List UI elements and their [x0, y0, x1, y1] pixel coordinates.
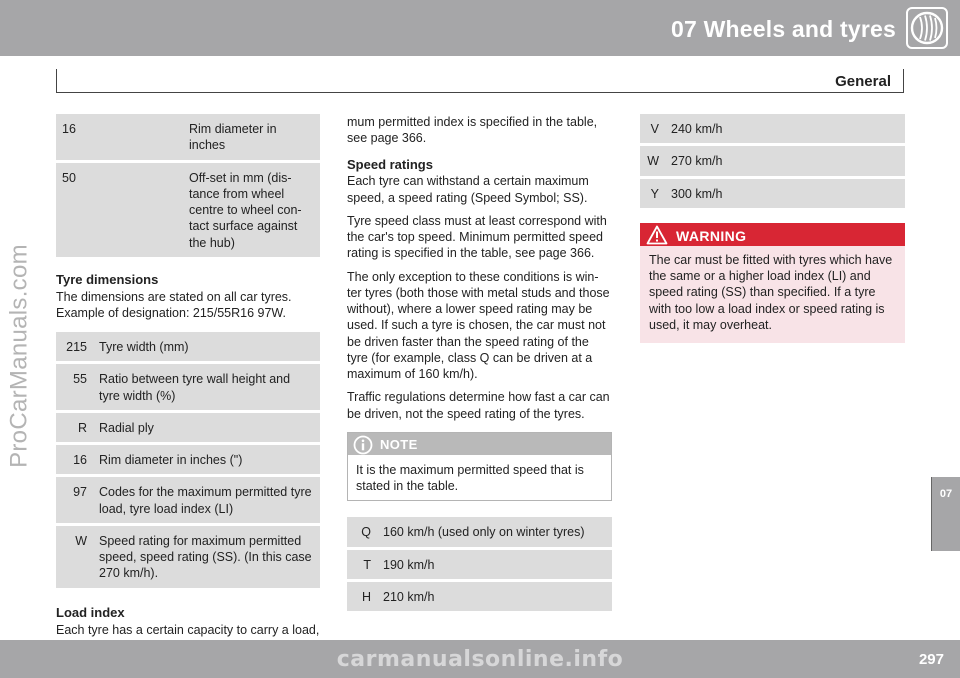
- table-desc: Codes for the maximum permitted tyre load, tyre load index (LI): [93, 477, 320, 523]
- table-key: R: [56, 413, 93, 442]
- table-key: Q: [347, 517, 377, 546]
- speed-ratings-heading: Speed ratings: [347, 156, 433, 172]
- table-desc: 240 km/h: [665, 114, 905, 143]
- page-number: 297: [918, 651, 944, 668]
- tyre-dimensions-heading: Tyre dimensions: [56, 271, 159, 287]
- table-row: [640, 179, 905, 208]
- wheel-icon: [906, 7, 948, 49]
- speed-table: [347, 514, 612, 614]
- column-1: [56, 114, 320, 677]
- side-watermark: ProCarManuals.com: [5, 244, 33, 468]
- tyre-dimensions-text: The dimensions are stated on all car tyres. Example of designation: 215/55R16 97W.: [56, 289, 292, 320]
- table-desc: Ratio between tyre wall height and tyre width (%): [93, 364, 320, 410]
- table-row: [56, 413, 320, 442]
- table-desc: 300 km/h: [665, 179, 905, 208]
- table-row: [56, 526, 320, 588]
- table-row: [56, 477, 320, 523]
- table-key: W: [56, 526, 93, 588]
- page-header: [0, 0, 960, 56]
- load-index-text: Each tyre has a certain capacity to carry a load,: [56, 622, 320, 637]
- table-key: 97: [56, 477, 93, 523]
- footer-watermark: carmanualsonline.info: [336, 647, 624, 672]
- note-header: [348, 433, 611, 455]
- table-desc: 270 km/h: [665, 146, 905, 175]
- table-key: 16: [56, 114, 183, 160]
- chapter-title: 07 Wheels and tyres: [671, 16, 896, 42]
- table-key: 55: [56, 364, 93, 410]
- table-row: [56, 332, 320, 361]
- column-3: [640, 114, 905, 343]
- table-key: H: [347, 582, 377, 611]
- table-row: [56, 114, 320, 160]
- warning-text: The car must be fitted with tyres which have the same or a higher load index (LI) and speed rating (SS) than specified. If a tyre with too low a load index or speed rating is used, it may overheat.: [649, 252, 893, 332]
- warning-header: [640, 223, 905, 246]
- table-key: W: [640, 146, 665, 175]
- paragraph: Traffic regulations determine how fast a car can be driven, not the speed rating of the tyres.: [347, 390, 610, 421]
- table-row: [56, 163, 320, 257]
- table-key: V: [640, 114, 665, 143]
- table-row: [640, 114, 905, 143]
- table-desc: Rim diameter in inches: [183, 114, 320, 160]
- table-desc: Radial ply: [93, 413, 320, 442]
- table-desc: Tyre width (mm): [93, 332, 320, 361]
- table-row: [347, 517, 612, 546]
- table-desc: 190 km/h: [377, 550, 612, 579]
- note-label: NOTE: [380, 436, 418, 452]
- column-2: [347, 114, 612, 614]
- warning-label: WARNING: [676, 227, 747, 244]
- section-title: General: [835, 73, 891, 90]
- rim-table: [56, 111, 320, 260]
- table-desc: 210 km/h: [377, 582, 612, 611]
- table-row: [347, 550, 612, 579]
- table-row: [56, 364, 320, 410]
- section-bar: [56, 69, 904, 93]
- paragraph: The only exception to these conditions is win-ter tyres (both those with metal studs and those without), where a lower speed rating may be used. If such a tyre is chosen, the car must not be driven faster than the speed rating of the tyre (for example, class Q can be driven at a maximum of 160 km/h).: [347, 269, 610, 382]
- table-desc: 160 km/h (used only on winter tyres): [377, 517, 612, 546]
- load-index-heading: Load index: [56, 604, 125, 620]
- paragraph: Each tyre can withstand a certain maximum speed, a speed rating (Speed Symbol; SS).: [347, 174, 589, 205]
- table-desc: Rim diameter in inches ("): [93, 445, 320, 474]
- warning-box: [640, 223, 905, 343]
- designation-table: [56, 329, 320, 591]
- paragraph: Tyre speed class must at least correspond with the car's top speed. Minimum permitted speed rating is specified in the table, see page 366.: [347, 213, 607, 261]
- speed-table-continued: [640, 111, 905, 211]
- table-row: [56, 445, 320, 474]
- page-footer: [0, 640, 960, 678]
- note-box: [347, 432, 612, 502]
- chapter-tab-label: 07: [939, 488, 953, 500]
- table-key: 50: [56, 163, 183, 257]
- table-row: [347, 582, 612, 611]
- warning-triangle-icon: [646, 225, 668, 245]
- info-icon: [353, 435, 373, 455]
- paragraph: mum permitted index is specified in the table, see page 366.: [347, 115, 598, 146]
- chapter-tab: [931, 477, 960, 551]
- table-desc: Off-set in mm (dis-tance from wheel centre to wheel con-tact surface against the hub): [183, 163, 320, 257]
- table-key: 16: [56, 445, 93, 474]
- table-key: T: [347, 550, 377, 579]
- table-key: 215: [56, 332, 93, 361]
- table-desc: Speed rating for maximum permitted speed, speed rating (SS). (In this case 270 km/h).: [93, 526, 320, 588]
- table-key: Y: [640, 179, 665, 208]
- table-row: [640, 146, 905, 175]
- note-text: It is the maximum permitted speed that is stated in the table.: [356, 462, 584, 494]
